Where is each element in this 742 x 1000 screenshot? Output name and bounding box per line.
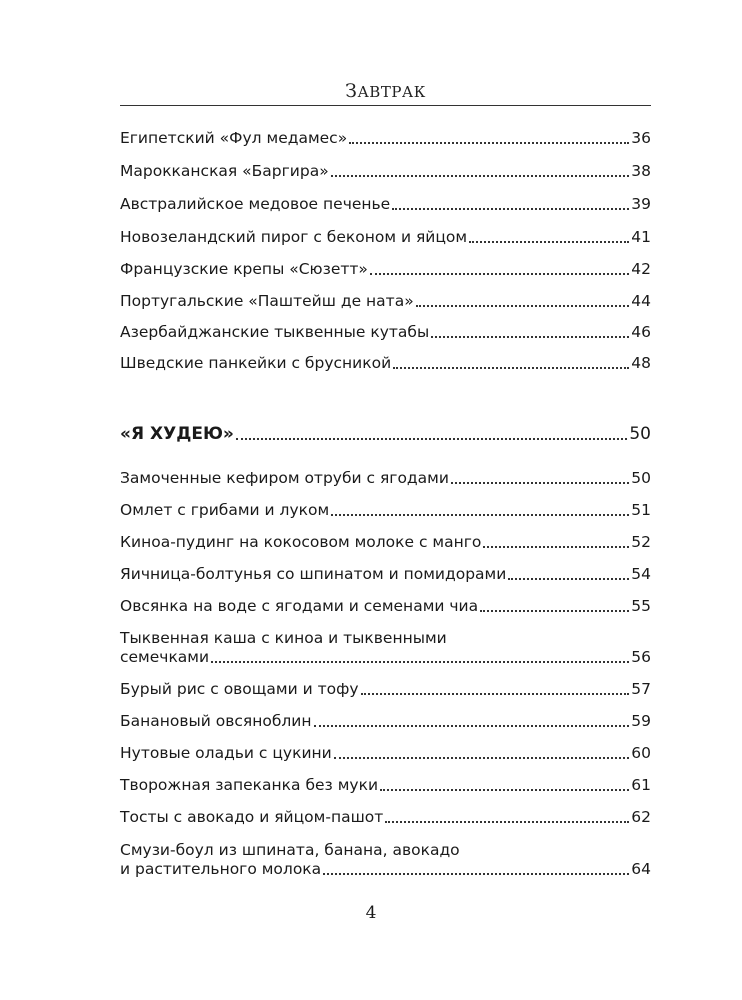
toc-entry-title: Замоченные кефиром отруби с ягодами xyxy=(120,469,449,487)
toc-leader-dots xyxy=(451,482,629,484)
toc-entry-title: Банановый овсяноблин xyxy=(120,712,312,730)
toc-entry[interactable] xyxy=(120,323,651,342)
toc-section-heading[interactable] xyxy=(120,425,651,444)
toc-entry-title: Бурый рис с овощами и тофу xyxy=(120,680,359,698)
toc-page-number: 44 xyxy=(631,292,651,310)
toc-page-number: 56 xyxy=(631,648,651,666)
toc-page-number: 48 xyxy=(631,354,651,372)
toc-entry[interactable] xyxy=(120,776,651,795)
toc-entry[interactable] xyxy=(120,260,651,279)
toc-leader-dots xyxy=(361,693,630,695)
toc-leader-dots xyxy=(314,725,630,727)
toc-entry-title: Омлет с грибами и луком xyxy=(120,501,330,519)
toc-entry-title: Французские крепы «Сюзетт» xyxy=(120,260,368,278)
toc-entry-title: Азербайджанские тыквенные кутабы xyxy=(120,323,430,341)
toc-page-number: 57 xyxy=(631,680,651,698)
toc-page-number: 42 xyxy=(631,260,651,278)
toc-page-number: 41 xyxy=(631,228,651,246)
toc-entry-title: Творожная запеканка без муки xyxy=(120,776,379,794)
toc-leader-dots xyxy=(508,578,629,580)
toc-entry[interactable] xyxy=(120,841,651,879)
section-title: «Я ХУДЕЮ» xyxy=(120,424,234,444)
toc-entry-title: Киноа-пудинг на кокосовом молоке с манго xyxy=(120,533,482,551)
toc-page-number: 52 xyxy=(631,533,651,551)
toc-entry-title: Шведские панкейки с брусникой xyxy=(120,354,392,372)
toc-leader-dots xyxy=(392,208,629,210)
toc-leader-dots xyxy=(483,546,629,548)
running-header-initial: З xyxy=(345,80,358,102)
toc-entry-title: семечками xyxy=(120,648,210,666)
toc-leader-dots xyxy=(334,757,630,759)
toc-page-number: 38 xyxy=(631,162,651,180)
toc-leader-dots xyxy=(393,367,629,369)
toc-entry[interactable] xyxy=(120,469,651,488)
toc-leader-dots xyxy=(211,661,629,663)
toc-entry-title-line1: Тыквенная каша с киноа и тыквенными xyxy=(120,629,447,647)
page-number: 4 xyxy=(365,903,377,923)
toc-entry[interactable] xyxy=(120,228,651,247)
toc-entry[interactable] xyxy=(120,597,651,616)
toc-entry-title: Новозеландский пирог с беконом и яйцом xyxy=(120,228,468,246)
toc-entry[interactable] xyxy=(120,744,651,763)
toc-entry[interactable] xyxy=(120,501,651,520)
toc-entry[interactable] xyxy=(120,808,651,827)
toc-page-number: 60 xyxy=(631,744,651,762)
toc-leader-dots xyxy=(370,273,629,275)
toc-leader-dots xyxy=(380,789,629,791)
toc-entry-title: Тосты с авокадо и яйцом-пашот xyxy=(120,808,384,826)
header-rule xyxy=(120,105,651,106)
toc-page-number: 54 xyxy=(631,565,651,583)
toc-page-number: 46 xyxy=(631,323,651,341)
toc-leader-dots xyxy=(385,821,629,823)
toc-entry-title: Овсянка на воде с ягодами и семенами чиа xyxy=(120,597,479,615)
toc-page-number: 59 xyxy=(631,712,651,730)
toc-page-number: 62 xyxy=(631,808,651,826)
toc-page-number: 50 xyxy=(631,469,651,487)
toc-leader-dots xyxy=(416,305,630,307)
toc-entry-title: Португальские «Паштейш де ната» xyxy=(120,292,414,310)
toc-page-number: 39 xyxy=(631,195,651,213)
toc-leader-dots xyxy=(469,241,629,243)
toc-page-number: 50 xyxy=(629,424,651,444)
toc-entry[interactable] xyxy=(120,162,651,181)
toc-leader-dots xyxy=(480,610,629,612)
toc-page-number: 51 xyxy=(631,501,651,519)
toc-entry[interactable] xyxy=(120,712,651,731)
toc-leader-dots xyxy=(323,873,629,875)
running-header xyxy=(120,80,651,102)
toc-entry[interactable] xyxy=(120,680,651,699)
toc-page-number: 55 xyxy=(631,597,651,615)
toc-leader-dots xyxy=(236,438,627,440)
toc-entry-title: Египетский «Фул медамес» xyxy=(120,129,348,147)
toc-leader-dots xyxy=(331,175,630,177)
toc-entry[interactable] xyxy=(120,292,651,311)
toc-page-number: 64 xyxy=(631,860,651,878)
toc-entry[interactable] xyxy=(120,195,651,214)
toc-page-number: 36 xyxy=(631,129,651,147)
toc-entry-title: Яичница-болтунья со шпинатом и помидорами xyxy=(120,565,507,583)
toc-entry-title-line1: Смузи-боул из шпината, банана, авокадо xyxy=(120,841,460,859)
toc-entry[interactable] xyxy=(120,354,651,373)
toc-entry-title: и растительного молока xyxy=(120,860,322,878)
toc-entry-title: Австралийское медовое печенье xyxy=(120,195,391,213)
toc-entry-title: Нутовые оладьи с цукини xyxy=(120,744,332,762)
running-header-text: АВТРАК xyxy=(357,83,426,101)
toc-leader-dots xyxy=(431,336,629,338)
toc-entry[interactable] xyxy=(120,129,651,148)
toc-leader-dots xyxy=(349,142,629,144)
toc-leader-dots xyxy=(331,514,629,516)
toc-entry[interactable] xyxy=(120,565,651,584)
toc-entry[interactable] xyxy=(120,629,651,667)
toc-entry[interactable] xyxy=(120,533,651,552)
toc-page-number: 61 xyxy=(631,776,651,794)
toc-entry-title: Марокканская «Баргира» xyxy=(120,162,329,180)
